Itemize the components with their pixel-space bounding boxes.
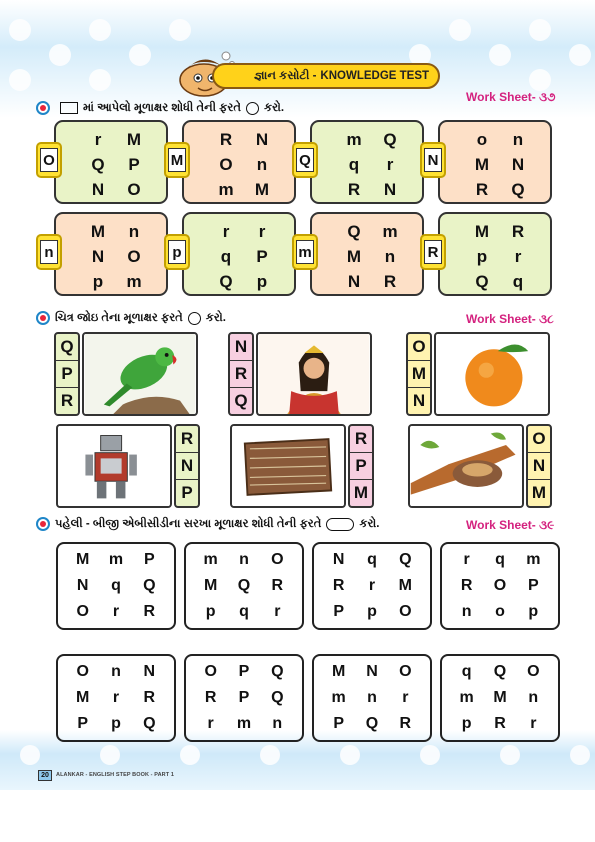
- letter-option[interactable]: r: [112, 603, 120, 620]
- find-letter-card: [420, 212, 552, 296]
- letter-option[interactable]: M: [474, 222, 490, 242]
- target-letter: M: [168, 148, 186, 172]
- picture-letter-item: [228, 332, 374, 416]
- letter-option[interactable]: Q: [399, 551, 412, 568]
- letter-option[interactable]: O: [127, 246, 141, 266]
- letter-option[interactable]: m: [526, 551, 541, 568]
- letter-option[interactable]: p: [92, 271, 104, 291]
- letter-option[interactable]: q: [220, 246, 232, 266]
- letter-option[interactable]: p: [367, 603, 377, 620]
- letter-options-box: [182, 120, 296, 204]
- letter-option[interactable]: m: [382, 222, 398, 242]
- section2-instruction: [36, 310, 226, 326]
- letter-column: [174, 424, 200, 508]
- letter-option[interactable]: m: [108, 551, 124, 568]
- letter-option[interactable]: R: [460, 577, 473, 594]
- circle-symbol-icon: [246, 102, 259, 115]
- page-title-banner: [212, 63, 440, 89]
- matching-letters-box: [440, 654, 560, 742]
- letter-column: [348, 424, 374, 508]
- letter-option[interactable]: q: [239, 603, 249, 620]
- letter-option[interactable]: R: [475, 179, 489, 199]
- section3-instruction-text: પહેલી - બીજી એબીસીડીના સરખા મૂળાક્ષર શોધી તેની ફરતે: [55, 517, 322, 530]
- letter-option[interactable]: m: [331, 689, 346, 706]
- book-title: ALANKAR - ENGLISH STEP BOOK - PART 1: [56, 772, 174, 778]
- find-letter-card: [420, 120, 552, 204]
- page-number: 20: [38, 770, 52, 781]
- letter-option[interactable]: N: [528, 453, 550, 480]
- letter-option[interactable]: R: [219, 130, 233, 150]
- letter-option[interactable]: R: [204, 689, 217, 706]
- oval-symbol-icon: [326, 518, 354, 531]
- section3-instruction-end: કરો.: [359, 517, 380, 530]
- letter-option[interactable]: R: [399, 715, 412, 732]
- worksheet-37-label: Work Sheet- ૩૭: [466, 90, 556, 104]
- target-letter-tag: [164, 234, 190, 270]
- letter-option[interactable]: n: [111, 663, 121, 680]
- letter-option[interactable]: P: [143, 551, 155, 568]
- letter-option[interactable]: q: [111, 577, 121, 594]
- letter-options-box: [438, 212, 552, 296]
- letter-option[interactable]: N: [347, 271, 361, 291]
- letter-option[interactable]: P: [350, 453, 372, 480]
- letter-option[interactable]: O: [271, 551, 284, 568]
- letter-option[interactable]: N: [332, 551, 345, 568]
- letter-option[interactable]: P: [128, 154, 140, 174]
- target-letter: R: [424, 240, 442, 264]
- letter-option[interactable]: n: [461, 603, 472, 620]
- section1-instruction-end: કરો.: [263, 101, 285, 114]
- letter-option[interactable]: O: [399, 663, 412, 680]
- letter-option[interactable]: Q: [365, 715, 379, 732]
- letter-option[interactable]: Q: [511, 179, 525, 199]
- picture-letter-item: [54, 332, 200, 416]
- orange-icon: [434, 332, 550, 416]
- letter-options-box: [54, 212, 168, 296]
- matching-letters-box: [440, 542, 560, 630]
- target-letter-tag: [36, 234, 62, 270]
- find-letter-card: [164, 120, 296, 204]
- letter-option[interactable]: m: [236, 715, 252, 732]
- letter-option[interactable]: n: [528, 689, 539, 706]
- target-letter: m: [296, 240, 314, 264]
- page-footer: [0, 768, 595, 782]
- bullet-icon: [36, 517, 50, 531]
- letter-option[interactable]: r: [112, 689, 120, 706]
- worksheet-39-label: Work Sheet- ૩૯: [466, 518, 555, 532]
- letter-option[interactable]: p: [461, 715, 472, 732]
- letter-option[interactable]: P: [238, 689, 250, 706]
- letter-option[interactable]: p: [476, 246, 488, 266]
- letter-option[interactable]: n: [272, 715, 283, 732]
- target-letter: N: [424, 148, 442, 172]
- letter-option[interactable]: p: [528, 603, 539, 620]
- picture-letter-item: [406, 424, 552, 508]
- letter-options-box: [182, 212, 296, 296]
- letter-option[interactable]: Q: [347, 222, 361, 242]
- letter-option[interactable]: R: [332, 577, 345, 594]
- target-letter-tag: [420, 234, 446, 270]
- title-english: KNOWLEDGE TEST: [320, 70, 430, 82]
- letter-option[interactable]: q: [367, 551, 377, 568]
- letter-option[interactable]: Q: [143, 577, 156, 594]
- find-letter-card: [292, 212, 424, 296]
- queen-icon: [256, 332, 372, 416]
- letter-column: [526, 424, 552, 508]
- letter-option[interactable]: m: [218, 179, 234, 199]
- letter-option[interactable]: N: [255, 130, 269, 150]
- letter-option[interactable]: n: [512, 130, 524, 150]
- letter-option[interactable]: o: [495, 603, 505, 620]
- letter-option[interactable]: p: [256, 271, 268, 291]
- letter-option[interactable]: M: [493, 689, 507, 706]
- letter-option[interactable]: R: [271, 577, 284, 594]
- parrot-icon: [82, 332, 198, 416]
- target-letter-tag: [292, 234, 318, 270]
- letter-option[interactable]: R: [511, 222, 525, 242]
- section3-instruction: [36, 516, 380, 532]
- letter-option[interactable]: m: [346, 130, 362, 150]
- nest-icon: [408, 424, 524, 508]
- section2-instruction-text: ચિત્ર જોઇ તેના મૂળાક્ષર ફરતે: [55, 311, 183, 324]
- letter-option[interactable]: p: [111, 715, 121, 732]
- letter-option[interactable]: N: [143, 663, 156, 680]
- find-letter-card: [292, 120, 424, 204]
- target-letter-tag: [292, 142, 318, 178]
- letter-option[interactable]: r: [274, 603, 281, 620]
- letter-option[interactable]: N: [230, 334, 252, 361]
- letter-option[interactable]: q: [495, 551, 505, 568]
- letter-option[interactable]: O: [528, 426, 550, 453]
- letter-option[interactable]: M: [76, 551, 90, 568]
- letter-option[interactable]: r: [207, 715, 214, 732]
- letter-column: [228, 332, 254, 416]
- letter-option[interactable]: r: [463, 551, 470, 568]
- letter-option[interactable]: R: [230, 361, 252, 388]
- letter-option[interactable]: Q: [237, 577, 251, 594]
- letter-option[interactable]: O: [399, 603, 412, 620]
- letter-option[interactable]: M: [346, 246, 362, 266]
- letter-option[interactable]: Q: [271, 689, 284, 706]
- section2-instruction-end: કરો.: [205, 311, 226, 324]
- letter-option[interactable]: Q: [56, 334, 78, 361]
- letter-option[interactable]: n: [256, 154, 268, 174]
- letter-option[interactable]: R: [347, 179, 361, 199]
- letter-option[interactable]: M: [408, 361, 430, 388]
- letter-option[interactable]: R: [383, 271, 397, 291]
- letter-option[interactable]: P: [333, 715, 344, 732]
- letter-option[interactable]: M: [126, 130, 142, 150]
- letter-options-box: [310, 120, 424, 204]
- letter-option[interactable]: O: [127, 179, 141, 199]
- letter-option[interactable]: M: [204, 577, 218, 594]
- matching-letters-box: [184, 542, 304, 630]
- letter-option[interactable]: N: [91, 246, 105, 266]
- target-letter: Q: [296, 148, 314, 172]
- target-letter: O: [40, 148, 58, 172]
- letter-option[interactable]: N: [383, 179, 397, 199]
- letter-option[interactable]: Q: [493, 663, 507, 680]
- robot-icon: [56, 424, 172, 508]
- find-letter-card: [36, 120, 168, 204]
- matching-letters-box: [56, 654, 176, 742]
- find-letter-card: [164, 212, 296, 296]
- letter-option[interactable]: O: [204, 663, 217, 680]
- letter-option[interactable]: q: [348, 154, 360, 174]
- title-gujarati: જ્ઞાન કસોટી -: [254, 69, 317, 82]
- target-letter-tag: [164, 142, 190, 178]
- letter-option[interactable]: Q: [219, 271, 233, 291]
- worksheet-38-label: Work Sheet- ૩૮: [466, 312, 554, 326]
- matching-letters-box: [312, 542, 432, 630]
- matching-letters-box: [312, 654, 432, 742]
- letter-option[interactable]: P: [238, 663, 250, 680]
- letter-option[interactable]: O: [408, 334, 430, 361]
- letter-option[interactable]: q: [512, 271, 524, 291]
- letter-option[interactable]: R: [143, 689, 156, 706]
- letter-option[interactable]: M: [332, 663, 346, 680]
- letter-option[interactable]: M: [474, 154, 490, 174]
- letter-option[interactable]: p: [205, 603, 216, 620]
- letter-option[interactable]: R: [60, 391, 74, 410]
- letter-option[interactable]: M: [353, 483, 369, 502]
- bullet-icon: [36, 101, 50, 115]
- letter-option[interactable]: Q: [91, 154, 105, 174]
- letter-option[interactable]: n: [384, 246, 396, 266]
- letter-option[interactable]: r: [222, 222, 230, 242]
- letter-option[interactable]: Q: [475, 271, 489, 291]
- picture-letter-item: [406, 332, 552, 416]
- letter-option[interactable]: O: [493, 577, 507, 594]
- letter-option[interactable]: P: [77, 715, 88, 732]
- letter-option[interactable]: N: [91, 179, 105, 199]
- target-letter-tag: [420, 142, 446, 178]
- letter-option[interactable]: M: [398, 577, 412, 594]
- bullet-icon: [36, 311, 50, 325]
- letter-option[interactable]: R: [494, 715, 506, 732]
- letter-option[interactable]: r: [368, 577, 376, 594]
- letter-option[interactable]: Q: [383, 130, 397, 150]
- find-letter-card: [36, 212, 168, 296]
- letter-option[interactable]: n: [367, 689, 377, 706]
- letter-option[interactable]: N: [511, 154, 525, 174]
- letter-option[interactable]: Q: [234, 391, 248, 410]
- letter-option[interactable]: Q: [271, 663, 284, 680]
- target-letter: p: [168, 240, 186, 264]
- letter-option[interactable]: P: [333, 603, 344, 620]
- letter-option[interactable]: O: [527, 663, 540, 680]
- letter-option[interactable]: P: [181, 483, 193, 502]
- letter-option[interactable]: n: [239, 551, 249, 568]
- matching-letters-box: [184, 654, 304, 742]
- picture-letter-item: [54, 424, 200, 508]
- letter-option[interactable]: r: [402, 689, 409, 706]
- letter-option[interactable]: r: [514, 246, 522, 266]
- letter-option[interactable]: m: [203, 551, 218, 568]
- letter-option[interactable]: N: [366, 663, 378, 680]
- letter-option[interactable]: M: [531, 483, 547, 502]
- letter-option[interactable]: o: [476, 130, 488, 150]
- letter-option[interactable]: Q: [143, 715, 156, 732]
- picture-letter-item: [228, 424, 374, 508]
- matching-letters-box: [56, 542, 176, 630]
- letter-option[interactable]: P: [256, 246, 268, 266]
- target-letter-tag: [36, 142, 62, 178]
- letter-option[interactable]: P: [56, 361, 78, 388]
- letter-option[interactable]: O: [219, 154, 233, 174]
- letter-option[interactable]: r: [94, 130, 102, 150]
- letter-option[interactable]: N: [76, 577, 89, 594]
- letter-option[interactable]: R: [143, 603, 156, 620]
- letter-options-box: [310, 212, 424, 296]
- rug-icon: [230, 424, 346, 508]
- letter-option[interactable]: N: [176, 453, 198, 480]
- letter-option[interactable]: n: [128, 222, 140, 242]
- letter-option[interactable]: r: [258, 222, 266, 242]
- letter-options-box: [54, 120, 168, 204]
- section1-instruction: [36, 100, 284, 116]
- letter-column: [54, 332, 80, 416]
- letter-option[interactable]: N: [412, 391, 426, 410]
- letter-option[interactable]: R: [176, 426, 198, 453]
- letter-option[interactable]: q: [461, 663, 472, 680]
- letter-option[interactable]: r: [386, 154, 394, 174]
- letter-option[interactable]: O: [76, 663, 89, 680]
- circle-symbol-icon: [188, 312, 201, 325]
- letter-option[interactable]: R: [350, 426, 372, 453]
- letter-option[interactable]: m: [459, 689, 474, 706]
- target-letter: n: [40, 240, 58, 264]
- letter-option[interactable]: m: [126, 271, 142, 291]
- letter-option[interactable]: M: [90, 222, 106, 242]
- letter-column: [406, 332, 432, 416]
- letter-option[interactable]: r: [530, 715, 537, 732]
- letter-options-box: [438, 120, 552, 204]
- letter-option[interactable]: O: [76, 603, 89, 620]
- square-symbol-icon: [60, 102, 78, 114]
- letter-option[interactable]: M: [254, 179, 270, 199]
- letter-option[interactable]: P: [527, 577, 539, 594]
- section1-instruction-text: માં આપેલો મૂળાક્ષર શોધી તેની ફરતે: [83, 101, 241, 114]
- letter-option[interactable]: M: [76, 689, 90, 706]
